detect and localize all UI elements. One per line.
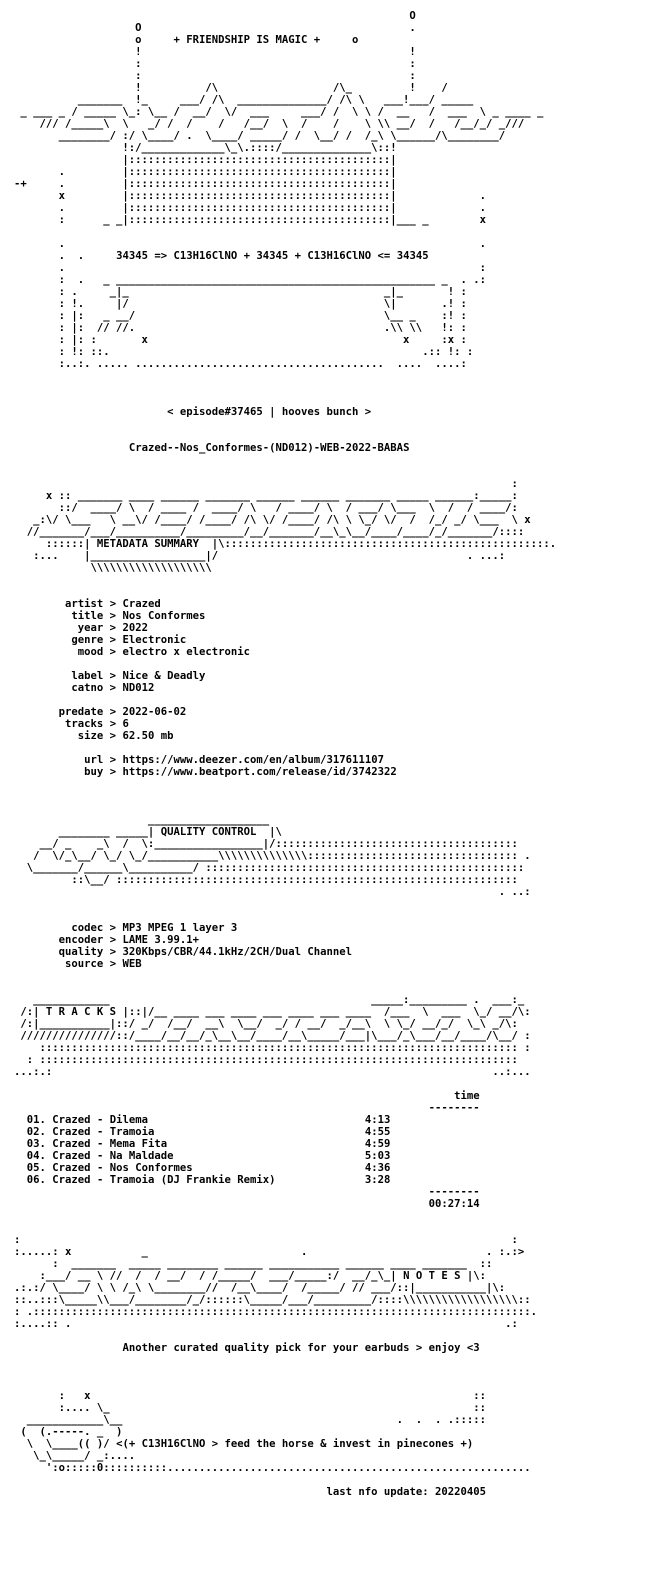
episode-line [14,406,556,418]
field-label: predate [58,706,104,718]
predate-value: 2022-06-02 [122,706,187,718]
quality-row: quality > 320Kbps/CBR/44.1kHz/2CH/Dual Channel [58,946,353,958]
track-row [14,1174,556,1186]
notes-text: Another curated quality pick for your earbuds > enjoy <3 [122,1342,480,1354]
track-title: Crazed - Nos Conformes [52,1162,193,1174]
ascii-art-line: _______ !_ ___/ /\ ______________/ /\ \ ___!___/ _____ [14,94,474,106]
notes-line [14,1342,556,1354]
track-title: Crazed - Na Maldade [52,1150,174,1162]
ascii-art-line: \\\\\\\\\\\\\\\\\\\ [14,562,212,574]
url-link[interactable]: https://www.deezer.com/en/album/317611107 [122,754,384,766]
track-row [14,1162,556,1174]
ascii-art-line: .:.:/ \____/ \ \ /_\ \________// /__\____/ /_____/ // ___/::|___________|\: [14,1282,506,1294]
field-label: url [84,754,104,766]
tracklist-total [14,1198,556,1210]
metadata-row: genre > Electronic [71,634,187,646]
ascii-art-line: ///////////////::/____/__/__/_\__\__/____/__\_____/___|\___/_\___/__/____/\__/ : [14,1030,531,1042]
ascii-art-line: ! /\ /\_ ! / [14,82,448,94]
track-time: 4:13 [364,1114,391,1126]
ascii-art-line: : |: // //. .\\ \\ !: : [14,322,467,334]
ascii-art-line: . . [14,238,486,250]
ascii-art-line: ( (.-----. _ ) [14,1426,123,1438]
blank-line [14,574,556,586]
ascii-art-line [14,382,556,394]
blank-line [14,778,556,790]
metadata-row: buy > https://www.beatport.com/release/id/3742322 [84,766,397,778]
year-value: 2022 [122,622,148,634]
ascii-art-line: _:\/ \___ \ __\/ /____/ /____/ /\ \/ /____/ /\ \ \_/ \/ / /_/ _/ \___ \ x [14,514,531,526]
time-header: time [454,1090,480,1102]
blank-line [14,430,556,442]
track-number: 04. [26,1150,46,1162]
ascii-art-line: ::..:::\_____\\___/________/_/::::::\_____/___/_________/::::\\\\\\\\\\\\\\\\\\:: [14,1294,531,1306]
field-label: label [71,670,104,682]
ascii-art-line: : : [14,58,416,70]
blank-line [14,970,556,982]
ascii-art-line: : |: : x x :x : [14,334,467,346]
ascii-art-line: : : [14,70,416,82]
blank-line [14,742,556,754]
field-label: source [65,958,104,970]
track-row [14,1150,556,1162]
ascii-art-line: O [14,10,416,22]
ascii-art-line: -+ . |:::::::::::::::::::::::::::::::::::::::::| [14,178,397,190]
size-value: 62.50 mb [122,730,174,742]
ascii-art-line: ::::::| METADATA SUMMARY |\:::::::::::::::::::::::::::::::::::::::::::::::::::. [14,538,557,550]
source-value: WEB [122,958,142,970]
metadata-row: mood > electro x electronic [77,646,250,658]
notes-title: N O T E S [403,1270,461,1282]
tracklist-divider: -------- [14,1186,480,1198]
ascii-art-line: . . 34345 => C13H16ClNO + 34345 + C13H16ClNO <= 34345 [14,250,429,262]
blank-line [14,1378,556,1390]
ascii-art-line: / \/_\__/ \_/ \_/___________\\\\\\\\\\\\\\::::::::::::::::::::::::::::::::: . [14,850,531,862]
ascii-art-line: /// /_____\ \ _/ / / / /__/ \ / / \ \\ __/ / /__/_/ _/// [14,118,525,130]
quality-value: 320Kbps/CBR/44.1kHz/2CH/Dual Channel [122,946,353,958]
blank-line [14,1354,556,1366]
ascii-art-line: :... |__________________|/ . ...: [14,550,506,562]
track-time: 4:55 [364,1126,391,1138]
label-value: Nice & Deadly [122,670,206,682]
ascii-art-line: :.... \_ :: [14,1402,486,1414]
ascii-art-line [14,394,556,406]
last-update: last nfo update: 20220405 [326,1486,486,1498]
blank-line [14,658,556,670]
ascii-art-line: : _______ _____ ________ ______ ___________ ______ ____ _______ :: [14,1258,493,1270]
ascii-art-line: ::::::::::::::::::::::::::::::::::::::::::::::::::::::::::::::::::::::::::: : [14,1042,531,1054]
ascii-art-line: ::\__/ ::::::::::::::::::::::::::::::::::::::::::::::::::::::::::::::: [14,874,518,886]
blank-line [14,1078,556,1090]
footer-update-line [14,1486,556,1498]
genre-value: Electronic [122,634,187,646]
ascii-art-line: : .::::::::::::::::::::::::::::::::::::::::::::::::::::::::::::::::::::::::::::::. [14,1306,537,1318]
quality-row: encoder > LAME 3.99.1+ [58,934,199,946]
ascii-art-line: : |: _ __/ \__ _ :! : [14,310,467,322]
artist-value: Crazed [122,598,161,610]
ascii-art-line: \_\_____/ _:.... [14,1450,136,1462]
blank-line [14,418,556,430]
blank-line [14,694,556,706]
ascii-art-line: /:| T R A C K S |::|/__ ____ ___ ____ ___ ____ ___ ____ /___ \ ___ \_/ __/\: [14,1006,531,1018]
ascii-art-line [14,226,556,238]
track-row [14,1114,556,1126]
ascii-art-line: //_______/___/__________/_________/__/_______/__\_\__/____/____/_/_______/:::: [14,526,525,538]
field-label: mood [77,646,104,658]
release-name: Crazed--Nos_Conformes-(ND012)-WEB-2022-BABAS [128,442,410,454]
quality-row: source > WEB [65,958,142,970]
field-label: genre [71,634,104,646]
ascii-art-line: \_______/______\__________/ :::::::::::::::::::::::::::::::::::::::::::::::::: [14,862,525,874]
track-number: 02. [26,1126,46,1138]
ascii-art-line: ________ _____| QUALITY CONTROL |\ [14,826,282,838]
ascii-art-line: ':o:::::0::::::::::......................................................... [14,1462,531,1474]
track-title: Crazed - Dilema [52,1114,148,1126]
total-time: 00:27:14 [428,1198,480,1210]
field-label: catno [71,682,104,694]
field-label: quality [58,946,104,958]
tracks-title: T R A C K S [45,1006,117,1018]
metadata-row: title > Nos Conformes [71,610,206,622]
ascii-art-line: ! ! [14,46,416,58]
metadata-row: catno > ND012 [71,682,155,694]
ascii-art-line: !:/_____________\_\.::::/______________\::! [14,142,397,154]
episode-text: < episode#37465 | hooves bunch > [167,406,372,418]
ascii-art-line: ____________ _____:_________ . ___:_ [14,994,525,1006]
metadata-row: label > Nice & Deadly [71,670,206,682]
ascii-art-line: /:|___________|::/ _/ /__/ __\ \__/ _/ / __/ _/__\ \ \_/ __/_/ \_\ _/\: [14,1018,518,1030]
banner-text: + FRIENDSHIP IS MAGIC + [173,34,321,46]
track-row [14,1126,556,1138]
ascii-art-line: : _ _|:::::::::::::::::::::::::::::::::::::::::|___ _ x [14,214,486,226]
ascii-art-line: ________/ :/ \____/ . \____/ _____/ / \__/ / /_\ \______/\________/ [14,130,506,142]
title-value: Nos Conformes [122,610,206,622]
footer-tagline: <(+ C13H16ClNO > feed the horse & invest in pinecones +) [116,1438,474,1450]
field-label: tracks [65,718,104,730]
quality-title: QUALITY CONTROL [160,826,257,838]
track-number: 01. [26,1114,46,1126]
ascii-art-line: : : [14,1234,518,1246]
track-title: Crazed - Mema Fita [52,1138,168,1150]
ascii-art-line: : ::::::::::::::::::::::::::::::::::::::::::::::::::::::::::::::::::::::::::: [14,1054,518,1066]
blank-line [14,1330,556,1342]
track-number: 06. [26,1174,46,1186]
metadata-row: size > 62.50 mb [77,730,174,742]
footer-tagline-line: \ \____(( )/ <(+ C13H16ClNO > feed the horse & invest in pinecones +) [14,1438,474,1450]
ascii-art-line: O . [14,22,416,34]
blank-line [14,586,556,598]
ascii-art-line: : !: ::. .:: !: : [14,346,474,358]
ascii-art-line: : [14,478,518,490]
ascii-art-line: . : [14,262,486,274]
release-line [14,442,556,454]
field-label: year [77,622,104,634]
buy-link[interactable]: https://www.beatport.com/release/id/3742322 [122,766,397,778]
track-title: Crazed - Tramoia (DJ Frankie Remix) [52,1174,276,1186]
field-label: buy [84,766,104,778]
blank-line [14,910,556,922]
blank-line [14,1210,556,1222]
tracklist-divider: -------- [14,1102,480,1114]
tracks-value: 6 [122,718,129,730]
field-label: artist [65,598,104,610]
ascii-art-line: : . _ __________________________________________________ _ . .: [14,274,486,286]
ascii-art-line: : . _|_ _|_ ! : [14,286,467,298]
ascii-art-line: o + FRIENDSHIP IS MAGIC + o [14,34,359,46]
ascii-art-line: x :: _______ ____ ______ _______ ______ ______ _______ _____ ______:_____: [14,490,518,502]
metadata-row: tracks > 6 [65,718,129,730]
ascii-art-line: _ ___ _ / _____ \_: \__ / __/ \/ ___ ___/ / \ \ / __ / ___ \ _ ____ _ [14,106,544,118]
track-time: 3:28 [364,1174,391,1186]
ascii-art-line: :..:. ..... ....................................... .... ....: [14,358,467,370]
field-label: encoder [58,934,104,946]
ascii-art-line: . ..: [14,886,531,898]
tracklist-header [14,1090,556,1102]
metadata-title: METADATA SUMMARY [96,538,199,550]
codec-value: MP3 MPEG 1 layer 3 [122,922,238,934]
ascii-art-line: ::/ ____/ \ / ____ / ____/ \ / ____/ \ / ___/ \___ \ / / ____/: [14,502,518,514]
ascii-art-line: x |:::::::::::::::::::::::::::::::::::::::::| . [14,190,486,202]
catno-value: ND012 [122,682,155,694]
blank-line [14,802,556,814]
ascii-art-line: :___/ __ \ // / / __/ / /_____/ ___/_____:/ __/_\_| N O T E S |\: [14,1270,486,1282]
ascii-art-line: : x :: [14,1390,486,1402]
mood-value: electro x electronic [122,646,250,658]
track-number: 05. [26,1162,46,1174]
metadata-row: artist > Crazed [65,598,161,610]
track-title: Crazed - Tramoia [52,1126,155,1138]
field-label: size [77,730,104,742]
blank-line [14,982,556,994]
blank-line [14,1366,556,1378]
blank-line [14,1222,556,1234]
ascii-art-line: __/ _ _\ / \:_________________|/:::::::::::::::::::::::::::::::::::::: [14,838,518,850]
blank-line [14,790,556,802]
quality-row: codec > MP3 MPEG 1 layer 3 [71,922,238,934]
metadata-row: year > 2022 [77,622,148,634]
ascii-art-line: :....:: . .: [14,1318,518,1330]
track-time: 4:36 [364,1162,391,1174]
ascii-art-line [14,370,556,382]
ascii-art-line: ...:.: ..:... [14,1066,531,1078]
metadata-row: url > https://www.deezer.com/en/album/317611107 [84,754,384,766]
metadata-row: predate > 2022-06-02 [58,706,187,718]
track-row [14,1138,556,1150]
field-label: codec [71,922,104,934]
track-number: 03. [26,1138,46,1150]
field-label: title [71,610,104,622]
blank-line [14,466,556,478]
ascii-art-line: :.....: x _ . . :.:> [14,1246,525,1258]
ascii-art-line: ____________\__ . . . .::::: [14,1414,486,1426]
ascii-art-line: |:::::::::::::::::::::::::::::::::::::::::| [14,154,397,166]
ascii-art-line: : !. |/ \| .! : [14,298,467,310]
encoder-value: LAME 3.99.1+ [122,934,199,946]
nfo-document [14,10,556,1498]
ascii-art-line: ___________________ [14,814,270,826]
blank-line [14,898,556,910]
blank-line [14,454,556,466]
ascii-art-line: . |:::::::::::::::::::::::::::::::::::::::::| . [14,202,486,214]
track-time: 5:03 [364,1150,391,1162]
blank-line [14,1474,556,1486]
ascii-art-line: . |:::::::::::::::::::::::::::::::::::::::::| [14,166,397,178]
track-time: 4:59 [364,1138,391,1150]
formula-text: 34345 => C13H16ClNO + 34345 + C13H16ClNO <= 34345 [116,250,429,262]
